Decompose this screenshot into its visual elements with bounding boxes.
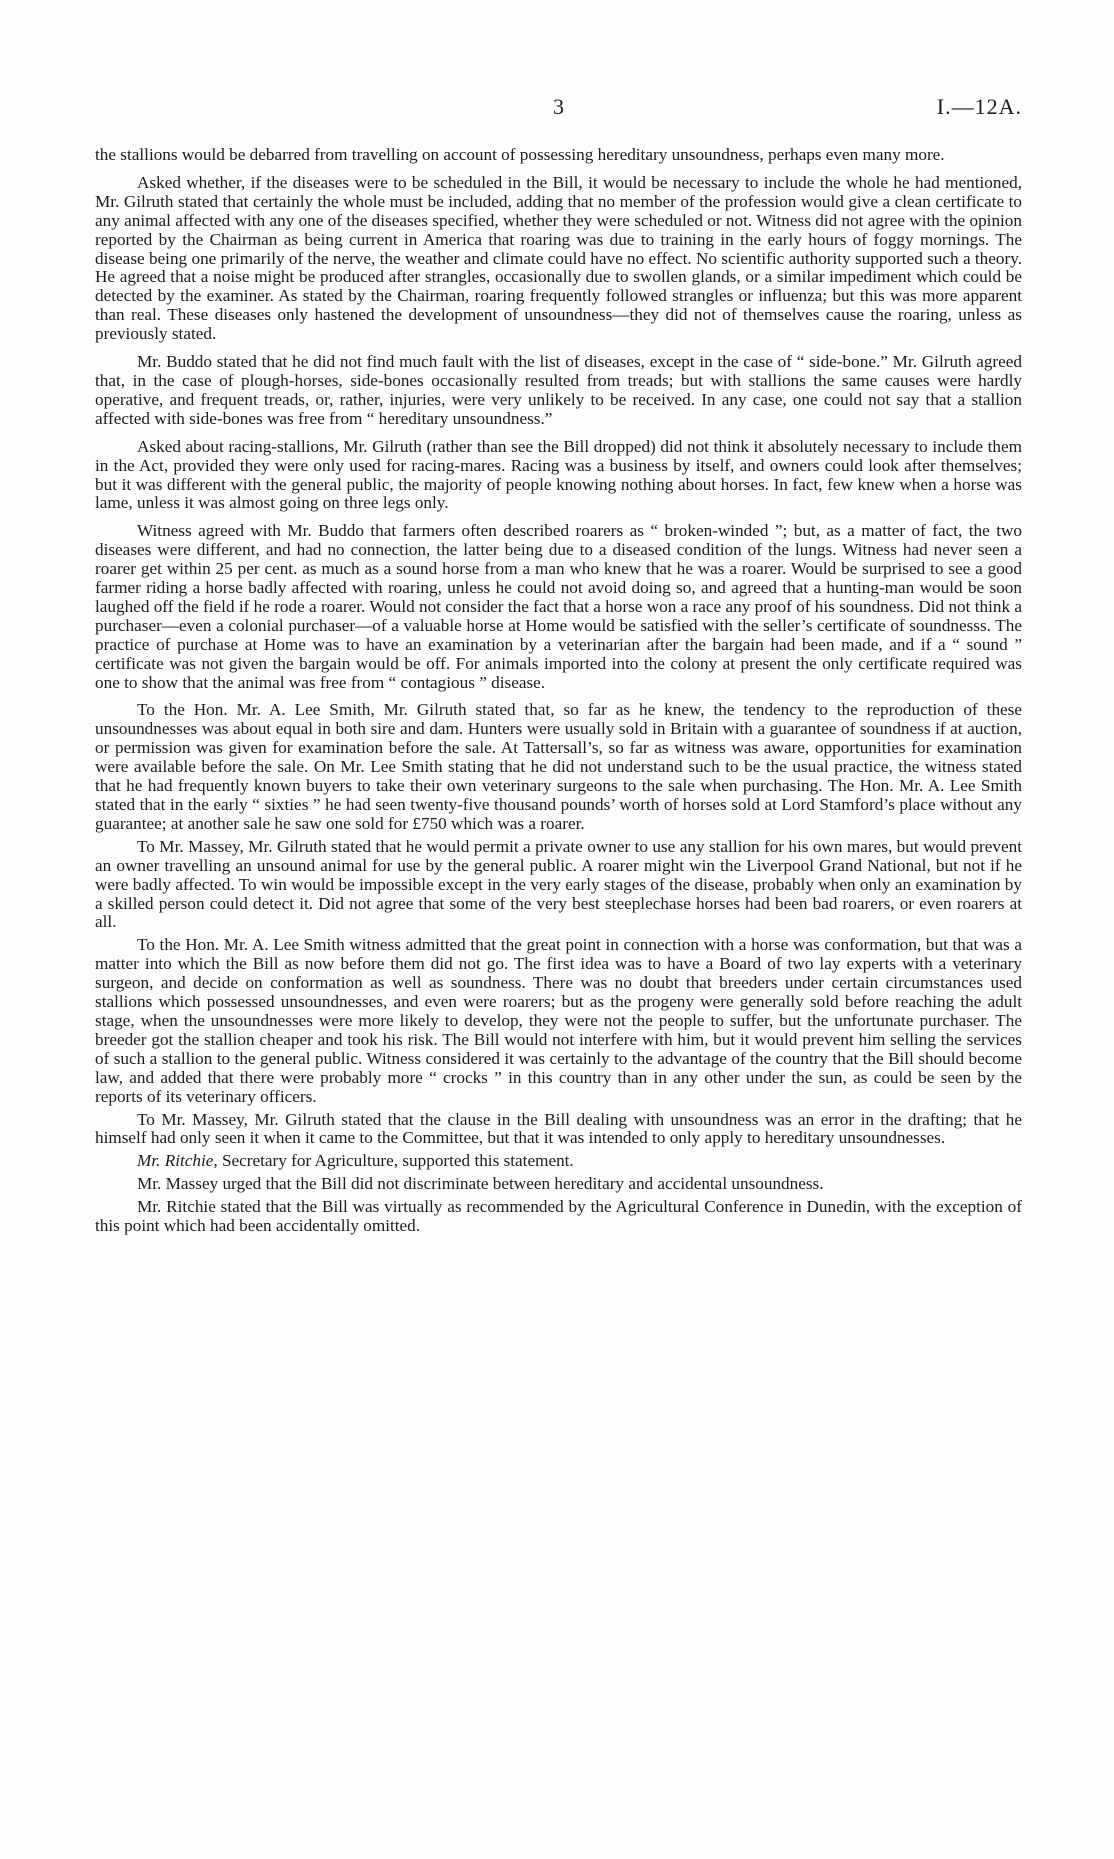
paragraph: Asked about racing-stallions, Mr. Gilruth (rather than see the Bill dropped) did not think it absolutely necessary to include them in the Act, provided they were only used for racing-mares. Racing was a business by itself, and owners could look after themselves; but it was different with the general public, the majority of people knowing nothing about horses. In fact, few knew when a horse was lame, unless it was almost going on three legs only. bbox=[95, 436, 1022, 513]
speaker-name: Mr. Ritchie, bbox=[137, 1151, 218, 1171]
paragraph: To Mr. Massey, Mr. Gilruth stated that the clause in the Bill dealing with unsoundness was an error in the drafting; that he himself had only seen it when it came to the Committee, but that it was intended to only apply to hereditary unsoundnesses. bbox=[95, 1109, 1022, 1148]
paragraph: To Mr. Massey, Mr. Gilruth stated that he would permit a private owner to use any stallion for his own mares, but would prevent an owner travelling an unsound animal for use by the general public. A roarer might win the Liverpool Grand National, but not if he were badly affected. To win would be impossible except in the very early stages of the disease, probably when only an examination by a skilled person could detect it. Did not agree that some of the very best steeplechase horses had been bad roarers, or even roarers at all. bbox=[95, 836, 1022, 932]
paragraph: Mr. Massey urged that the Bill did not discriminate between hereditary and accidental unsoundness. bbox=[137, 1174, 824, 1194]
paragraph: To the Hon. Mr. A. Lee Smith, Mr. Gilruth stated that, so far as he knew, the tendency to the reproduction of these unsoundnesses was about equal in both sire and dam. Hunters were usually sold in Britain with a guarantee of soundness if at auction, or permission was given for examination before the sale. At Tattersall’s, so far as witness was aware, opportunities for examination were available before the sale. On Mr. Lee Smith stating that he did not understand such to be the usual practice, the witness stated that he had frequently known buyers to take their own veterinary surgeons to the sale when purchasing. The Hon. Mr. A. Lee Smith stated that in the early “ sixties ” he had seen twenty-five thousand pounds’ worth of horses sold at Lord Stamford’s place without any guarantee; at another sale he saw one sold for £750 which was a roarer. bbox=[95, 700, 1022, 833]
paragraph: Asked whether, if the diseases were to be scheduled in the Bill, it would be necessary to include the whole he had mentioned, Mr. Gilruth stated that certainly the whole must be included, adding that no member of the profession would give a clean certificate to any animal affected with any one of the diseases specified, whether they were scheduled or not. Witness did not agree with the opinion reported by the Chairman as being current in America that roaring was due to training in the early hours of foggy mornings. The disease being one primarily of the nerve, the weather and climate could have no effect. No scientific authority supported such a theory. He agreed that a noise might be produced after strangles, occasionally due to swollen glands, or a similar impediment which could be detected by the examiner. As stated by the Chairman, roaring frequently followed strangles or influenza; but this was more apparent than real. These diseases only hastened the development of unsoundness—they did not of themselves cause the roaring, unless as previously stated. bbox=[95, 172, 1022, 344]
paragraph: Mr. Buddo stated that he did not find much fault with the list of diseases, except in the case of “ side-bone.” Mr. Gilruth agreed that, in the case of plough-horses, side-bones occasionally resulted from treads; but with stallions the same causes were hardly operative, and frequent treads, or, rather, injuries, were very unlikely to be received. In any case, one could not say that a stallion affected with side-bones was free from “ hereditary unsoundness.” bbox=[95, 352, 1022, 428]
paragraph bbox=[95, 1152, 1022, 1171]
paragraph: the stallions would be debarred from travelling on account of possessing hereditary unsoundness, perhaps even many more. bbox=[95, 145, 945, 164]
document-reference: I.—12A. bbox=[936, 94, 1022, 119]
paragraph: Witness agreed with Mr. Buddo that farmers often described roarers as “ broken-winded ”; but, as a matter of fact, the two diseases were different, and had no connection, the latter being due to a diseased condition of the lungs. Witness had never seen a roarer get within 25 per cent. as much as a sound horse from a man who knew that he was a roarer. Would be surprised to see a good farmer riding a horse badly affected with roaring, unless he could not avoid doing so, and agreed that a hunting-man would be soon laughed off the field if he rode a roarer. Would not consider the fact that a horse won a race any proof of his soundness. Did not think a purchaser—even a colonial purchaser—of a valuable horse at Home would be satisfied with the seller’s certificate of soundnesss. The practice of purchase at Home was to have an examination by a veterinarian after the bargain had been made, and if a “ sound ” certificate was not given the bargain would be off. For animals imported into the colony at present the only certificate required was one to show that the animal was free from “ contagious ” disease. bbox=[95, 521, 1022, 692]
paragraph-text: Secretary for Agriculture, supported this statement. bbox=[217, 1151, 574, 1171]
page-number: 3 bbox=[553, 94, 564, 119]
body-text bbox=[95, 146, 1022, 1240]
paragraph: Mr. Ritchie stated that the Bill was virtually as recommended by the Agricultural Conference in Dunedin, with the exception of this point which had been accidentally omitted. bbox=[95, 1197, 1022, 1236]
page-header bbox=[95, 94, 1022, 124]
paragraph: To the Hon. Mr. A. Lee Smith witness admitted that the great point in connection with a horse was conformation, but that was a matter into which the Bill as now before them did not go. The first idea was to have a Board of two lay experts with a veterinary surgeon, and decide on conformation as well as soundness. There was no doubt that breeders under certain circumstances used stallions which possessed unsoundnesses, and even were roarers; but as the progeny were generally sold before reaching the adult stage, when the unsoundnesses were more likely to develop, they were not the people to suffer, but the unfortunate purchaser. The breeder got the stallion cheaper and took his risk. The Bill would not interfere with him, but it would prevent him selling the services of such a stallion to the general public. Witness considered it was certainly to the advantage of the country that the Bill should become law, and added that there were probably more “ crocks ” in this country than in any other under the sun, as could be seen by the reports of its veterinary officers. bbox=[95, 935, 1022, 1106]
